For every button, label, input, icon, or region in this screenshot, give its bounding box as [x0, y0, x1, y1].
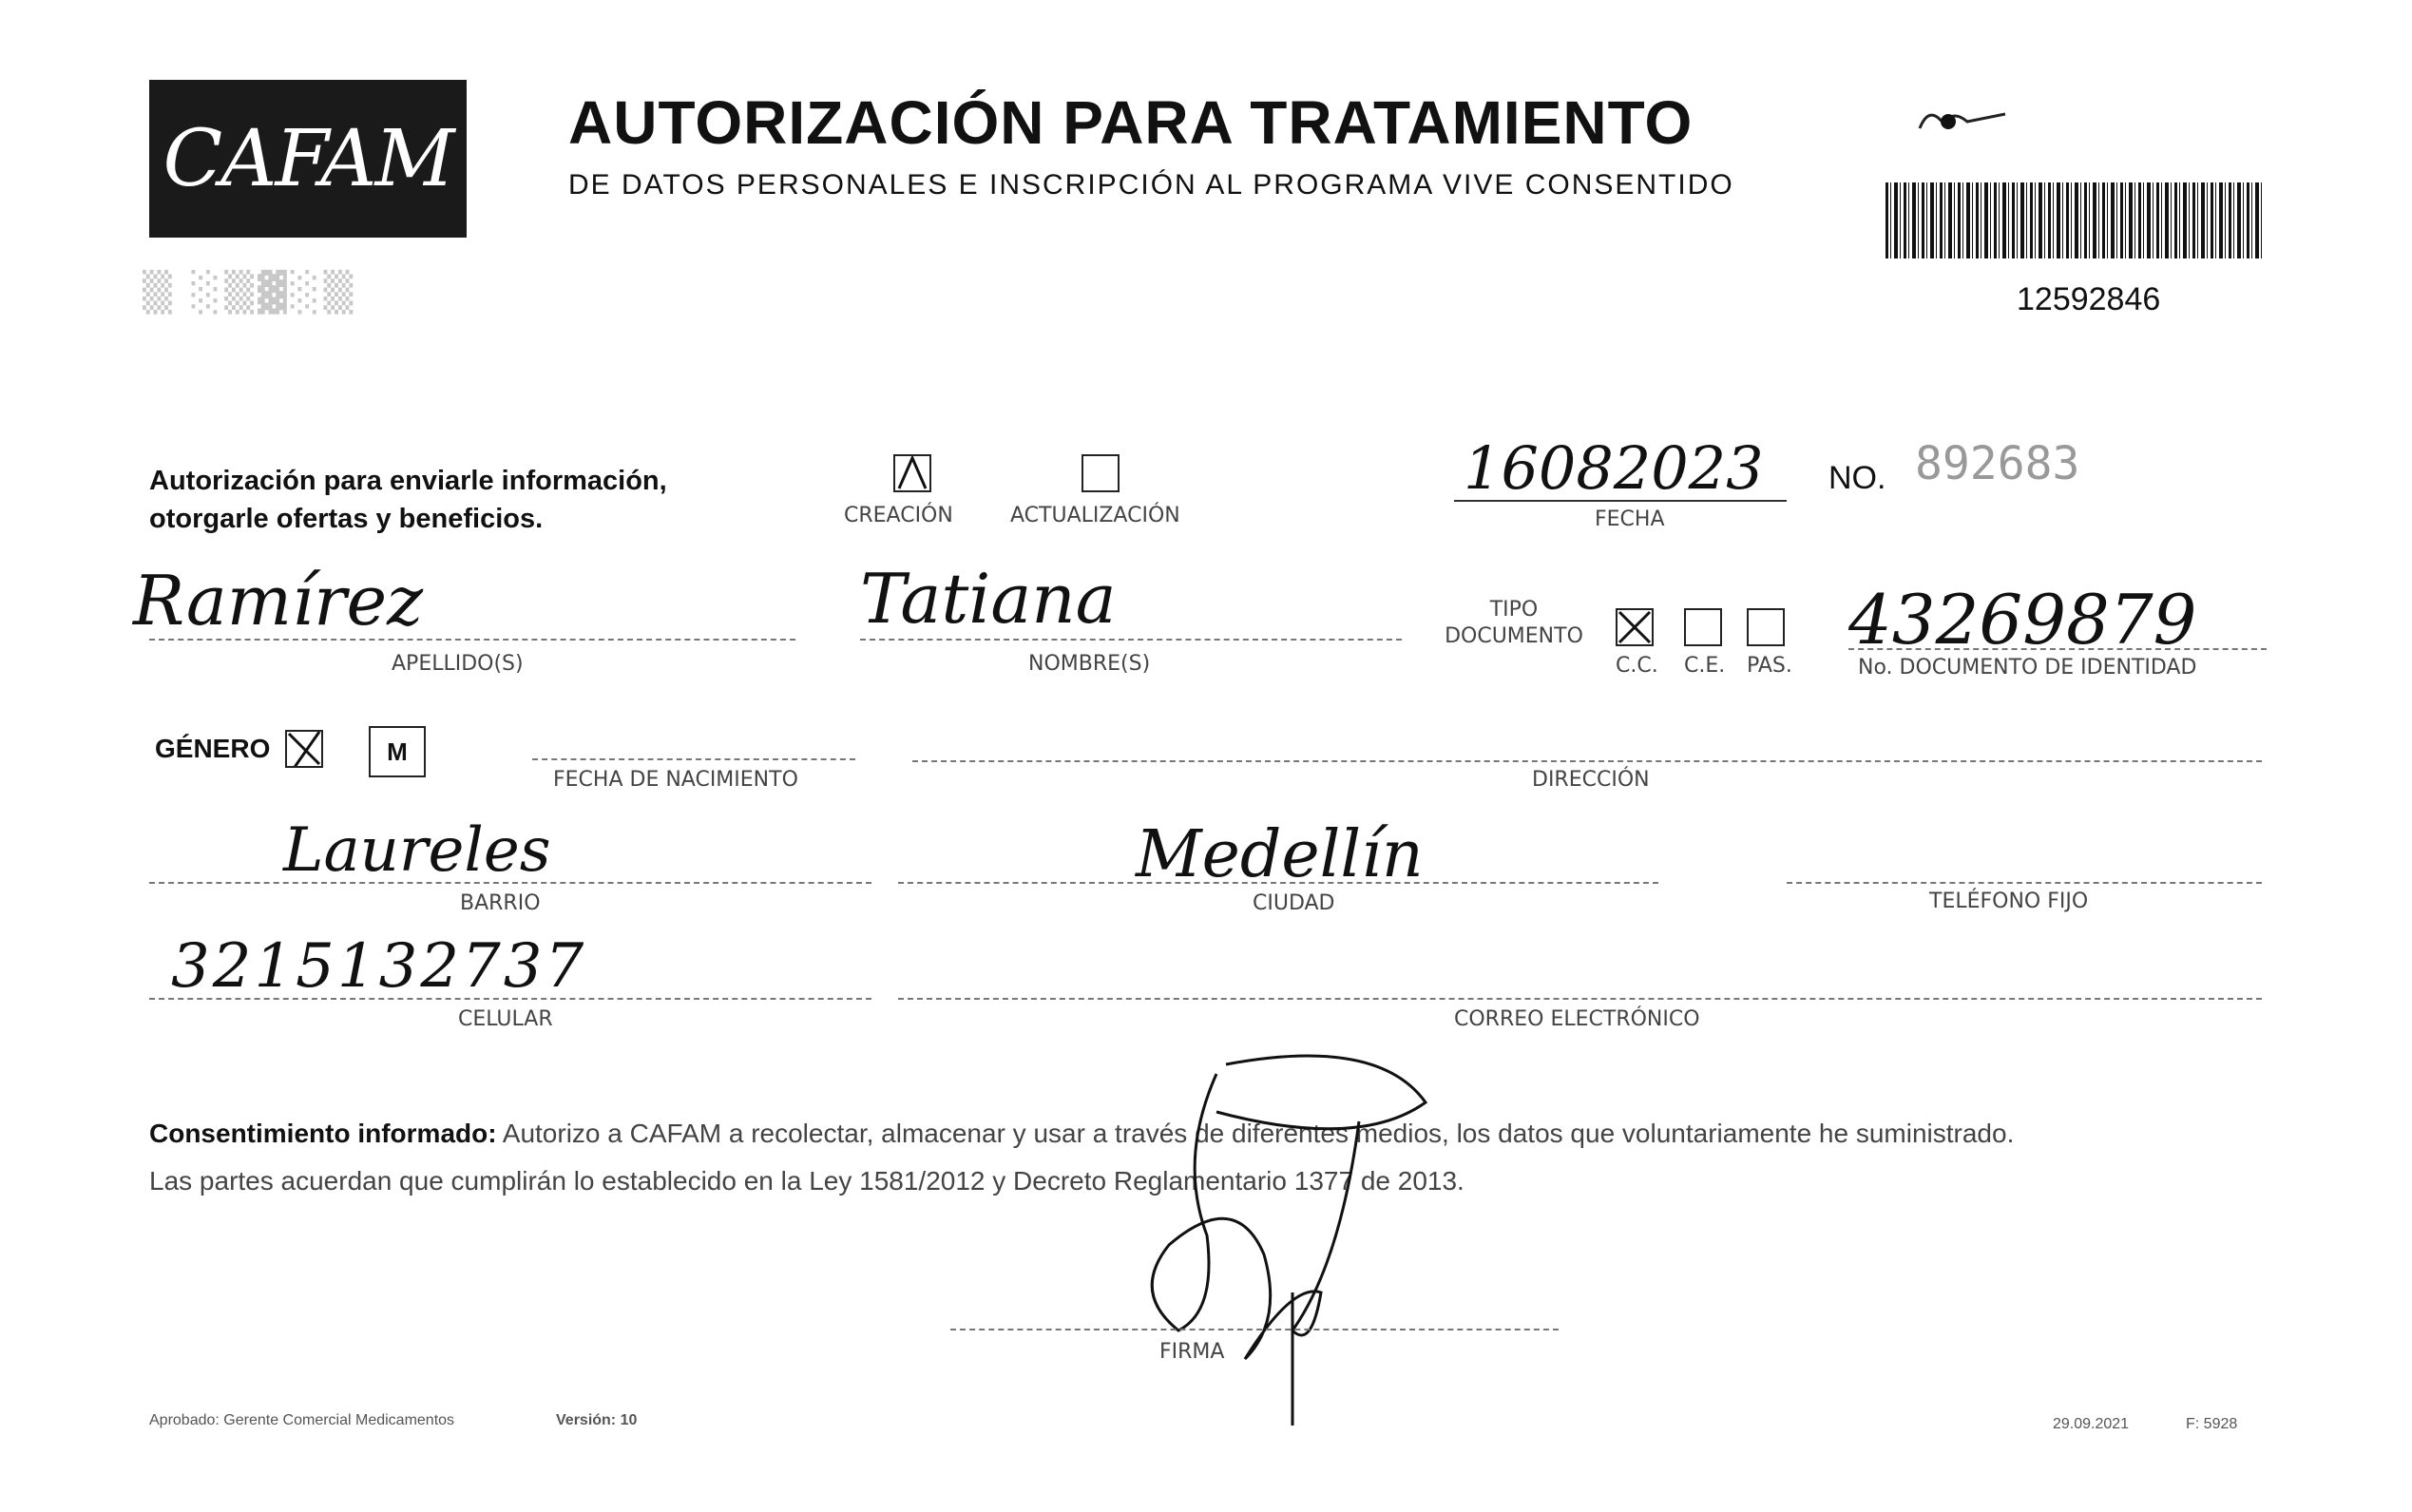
- cc-checkbox[interactable]: [1616, 608, 1654, 646]
- footer-code: F: 5928: [2186, 1416, 2238, 1432]
- consent-text1: Autorizo a CAFAM a recolectar, almacenar y usar a través de diferentes medios, los datos que voluntariamente he suministrado.: [496, 1119, 2015, 1148]
- ciudad-value: Medellín: [1136, 817, 1424, 892]
- scribble-mark: [1910, 95, 2015, 147]
- no-label: NO.: [1828, 460, 1886, 496]
- documento-label: No. DOCUMENTO DE IDENTIDAD: [1858, 656, 2197, 679]
- genero-f-checkbox[interactable]: [285, 730, 323, 768]
- fecha-label: FECHA: [1595, 507, 1665, 531]
- direccion-label: DIRECCIÓN: [1532, 768, 1650, 792]
- footer-aprobado: Aprobado: Gerente Comercial Medicamentos: [149, 1412, 455, 1428]
- telefono-label: TELÉFONO FIJO: [1929, 890, 2089, 913]
- form-title: AUTORIZACIÓN PARA TRATAMIENTO: [568, 88, 1694, 157]
- pas-checkbox[interactable]: [1747, 608, 1785, 646]
- genero-label: GÉNERO: [155, 734, 271, 763]
- authorization-text: [149, 462, 757, 538]
- apellidos-label: APELLIDO(S): [392, 652, 524, 676]
- consent-heading: Consentimiento informado:: [149, 1119, 497, 1148]
- cc-label: C.C.: [1616, 654, 1658, 678]
- celular-label: CELULAR: [458, 1007, 553, 1031]
- actualizacion-checkbox[interactable]: [1082, 454, 1120, 492]
- celular-value: 3215132737: [171, 931, 587, 1002]
- apellidos-value: Ramírez: [133, 561, 424, 641]
- no-value: 892683: [1915, 437, 2080, 490]
- barcode: [1886, 182, 2264, 258]
- nombres-label: NOMBRE(S): [1028, 652, 1151, 676]
- cafam-logo: CAFAM: [149, 80, 467, 238]
- creacion-checkbox[interactable]: [893, 454, 931, 492]
- fecha-nacimiento-label: FECHA DE NACIMIENTO: [553, 768, 798, 792]
- consent-text2: Las partes acuerdan que cumplirán lo establecido en la Ley 1581/2012 y Decreto Reglamentario 1377 de 2013.: [149, 1166, 1464, 1196]
- barrio-value: Laureles: [283, 815, 551, 886]
- ce-label: C.E.: [1684, 654, 1726, 678]
- fecha-value: 16082023: [1464, 433, 1764, 503]
- signature-mark: [1074, 1045, 1473, 1430]
- footer-version: Versión: 10: [556, 1412, 638, 1428]
- actualizacion-label: ACTUALIZACIÓN: [1010, 504, 1180, 527]
- pas-label: PAS.: [1747, 654, 1792, 678]
- faded-stamp: ▒ ░▒▓░▒: [143, 271, 357, 315]
- ce-checkbox[interactable]: [1684, 608, 1722, 646]
- form-subtitle: DE DATOS PERSONALES E INSCRIPCIÓN AL PROGRAMA VIVE CONSENTIDO: [568, 169, 1734, 201]
- ciudad-label: CIUDAD: [1253, 891, 1335, 915]
- nombres-value: Tatiana: [860, 559, 1117, 639]
- tipo-documento-label: TIPO DOCUMENTO: [1445, 598, 1583, 648]
- documento-value: 43269879: [1848, 580, 2197, 660]
- genero-m-checkbox[interactable]: [369, 726, 426, 777]
- firma-label: FIRMA: [1159, 1340, 1225, 1364]
- barrio-label: BARRIO: [460, 891, 541, 915]
- correo-label: CORREO ELECTRÓNICO: [1454, 1007, 1700, 1031]
- authorization-line1: Autorización para enviarle información,: [149, 466, 667, 496]
- genero-m-label: M: [387, 737, 408, 766]
- footer-date: 29.09.2021: [2053, 1416, 2130, 1432]
- barcode-number: 12592846: [2017, 281, 2161, 317]
- authorization-line2: otorgarle ofertas y beneficios.: [149, 504, 544, 534]
- creacion-label: CREACIÓN: [844, 504, 953, 527]
